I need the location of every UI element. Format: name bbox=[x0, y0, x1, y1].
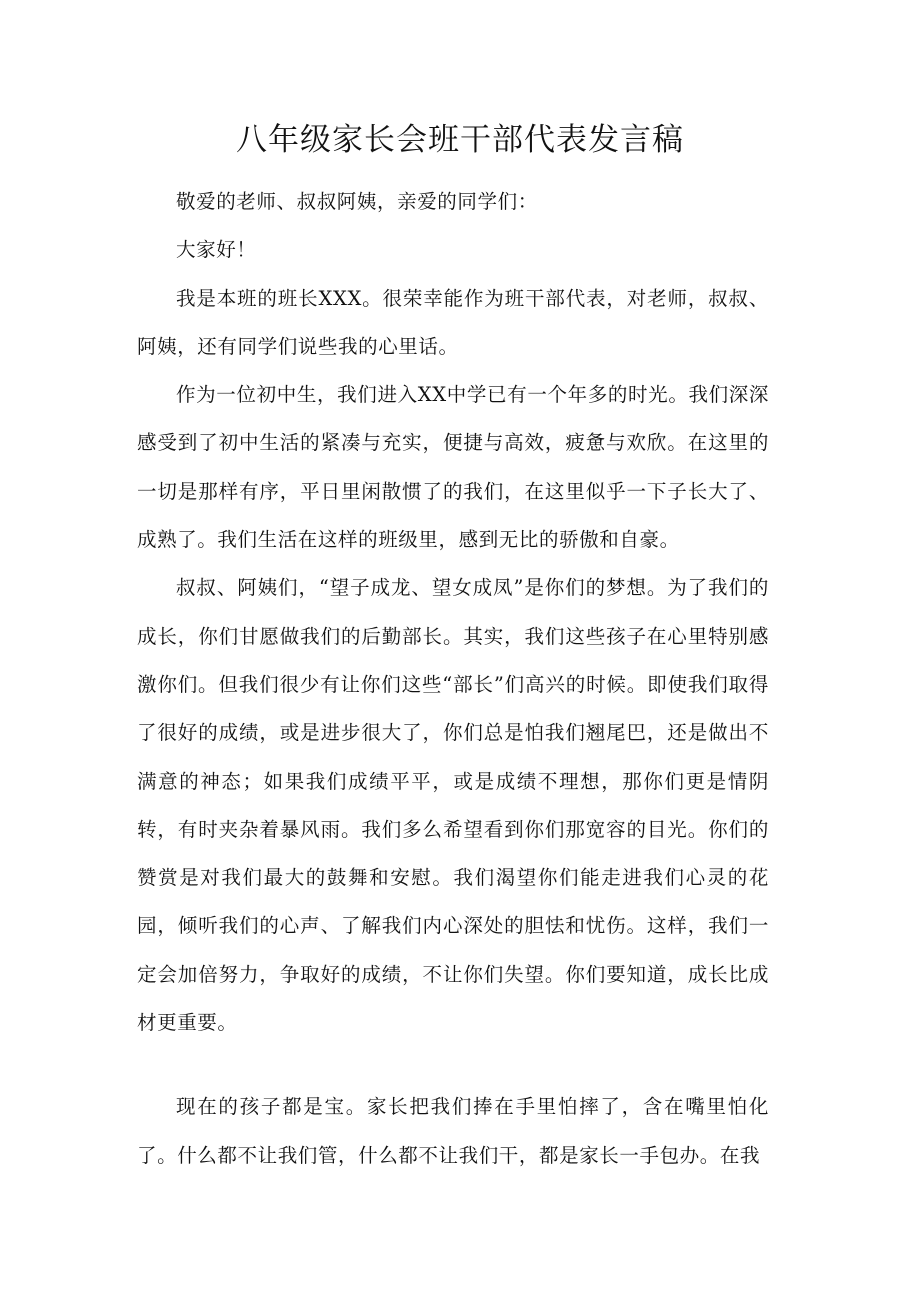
document-title: 八年级家长会班干部代表发言稿 bbox=[236, 122, 684, 158]
document-body bbox=[137, 178, 769, 1180]
hello-paragraph: 大家好！ bbox=[176, 238, 257, 262]
greeting-paragraph: 敬爱的老师、叔叔阿姨，亲爱的同学们： bbox=[176, 190, 538, 213]
intro-paragraph: 我是本班的班长XXX。很荣幸能作为班干部代表，对老师，叔叔、阿姨，还有同学们说些我的心里话。 bbox=[137, 286, 769, 358]
children-paragraph: 现在的孩子都是宝。家长把我们捧在手里怕摔了，含在嘴里怕化了。什么都不让我们管，什么都不让我们干，都是家长一手包办。在我 bbox=[137, 1095, 769, 1167]
school-life-paragraph: 作为一位初中生，我们进入XX中学已有一个年多的时光。我们深深感受到了初中生活的紧凑与充实，便捷与高效，疲惫与欢欣。在这里的一切是那样有序，平日里闲散惯了的我们，在这里似乎一下子长大了、成熟了。我们生活在这样的班级里，感到无比的骄傲和自豪。 bbox=[137, 383, 769, 552]
parents-paragraph: 叔叔、阿姨们，“望子成龙、望女成凤”是你们的梦想。为了我们的成长，你们甘愿做我们的后勤部长。其实，我们这些孩子在心里特别感激你们。但我们很少有让你们这些“部长”们高兴的时候。即使我们取得了很好的成绩，或是进步很大了，你们总是怕我们翘尾巴，还是做出不满意的神态；如果我们成绩平平，或是成绩不理想，那你们更是情阴转，有时夹杂着暴风雨。我们多么希望看到你们那宽容的目光。你们的赞赏是对我们最大的鼓舞和安慰。我们渴望你们能走进我们心灵的花园，倾听我们的心声、了解我们内心深处的胆怯和忧伤。这样，我们一定会加倍努力，争取好的成绩，不让你们失望。你们要知道，成长比成材更重要。 bbox=[137, 576, 769, 1035]
